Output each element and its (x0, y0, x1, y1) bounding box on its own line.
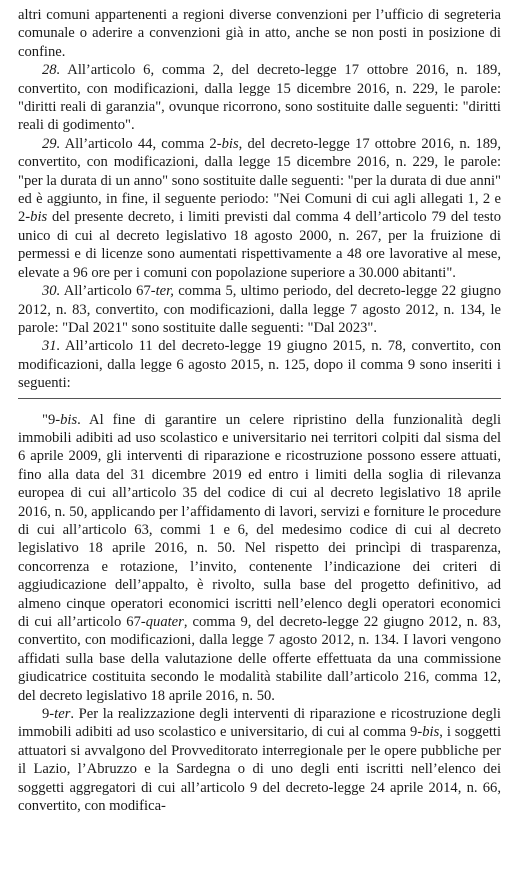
italic-term: bis (30, 209, 48, 226)
italic-term: ter, (155, 283, 174, 300)
paragraph-number: 29. (42, 135, 61, 152)
paragraph-text: All’articolo 6, comma 2, del decreto-legge 17 ottobre 2016, n. 189, convertito, con modificazioni, dalla legge 15 dicembre 2016, n. 229, le parole: "diritti reali di garanzia", ovunque ricorrono, sono sostituite dalle seguenti: "diritti reali di godimento". (18, 62, 501, 134)
italic-term: bis (60, 411, 78, 428)
document-page (18, 6, 501, 815)
paragraph-text: altri comuni appartenenti a regioni diverse convenzioni per l’ufficio di segreteria comunale o aderire a convenzioni già in atto, anche se non posti in posizione di confine. (18, 7, 501, 60)
paragraph-30 (18, 282, 501, 337)
italic-term: quater (145, 614, 184, 630)
paragraph-continuation (18, 6, 501, 61)
paragraph-number: 30. (42, 283, 61, 300)
paragraph-text: . Al fine di garantire un celere ripristino della funzionalità degli immobili adibiti ad uso scolastico e universitario nei territori colpiti dal sisma del 6 aprile 2009, gli interventi di riparazione e ricostruzione possono essere attuati, fino alla data del 31 dicembre 2019 ed entro i limiti della soglia di rilevanza europea di cui all’articolo 35 del codice di cui al decreto legislativo 18 aprile 2016, n. 50, applicando per l’affidamento di lavori, servizi e forniture le procedure di cui all’articolo 63, commi 1 e 6, del medesimo codice di cui al decreto legislativo 18 aprile 2016, n. 50. Nel rispetto dei princìpi di trasparenza, concorrenza e rotazione, l’invito, contenente l’indicazione dei criteri di aggiudicazione dell’appalto, è rivolto, sulla base del progetto definitivo, ad almeno cinque operatori economici iscritti nell’elenco degli operatori economici di cui all’articolo 67- (18, 411, 501, 630)
paragraph-number: 28. (42, 62, 61, 79)
comma-label: 9- (42, 706, 55, 723)
paragraph-number: 31. (42, 338, 61, 355)
italic-term: ter (54, 706, 71, 723)
comma-label: "9- (42, 411, 61, 428)
quoted-comma-9-bis (18, 411, 501, 706)
paragraph-text: All’articolo 11 del decreto-legge 19 giugno 2015, n. 78, convertito, con modificazioni, dalla legge 6 agosto 2015, n. 125, dopo il comma 9 sono inseriti i seguenti: (18, 338, 501, 392)
paragraph-text: All’articolo 67- (60, 283, 156, 300)
paragraph-text: , comma 9, del decreto-legge 22 giugno 2012, n. 83, convertito, con modificazioni, dalla legge 7 agosto 2012, n. 134. I lavori vengono affidati sulla base della valutazione delle offerte effettuata da una commissione giudicatrice costituita secondo le modalità stabilite dall’articolo 216, comma 12, del decreto legislativo 18 aprile 2016, n. 50. (18, 614, 501, 704)
paragraph-31 (18, 337, 501, 392)
section-divider (18, 398, 501, 399)
paragraph-28 (18, 61, 501, 135)
italic-term: bis (221, 135, 239, 152)
paragraph-text: comma 5, ultimo periodo, del decreto-legge 22 giugno 2012, n. 83, convertito, con modificazioni, dalla legge 7 agosto 2012, n. 134, le parole: "Dal 2021" sono sostituite dalle seguenti: "Dal 2023". (18, 283, 502, 336)
paragraph-29 (18, 135, 501, 282)
paragraph-text: , i soggetti attuatori si avvalgono del Provveditorato interregionale per le opere pubbliche per il Lazio, l’Abruzzo e la Sardegna o di uno degli enti iscritti nell’elenco dei soggetti aggregatori di cui all’articolo 9 del decreto-legge 24 aprile 2014, n. 66, convertito, con modifica- (18, 724, 501, 815)
paragraph-text: All’articolo 44, comma 2- (60, 135, 222, 152)
quoted-comma-9-ter (18, 705, 501, 815)
paragraph-text: del presente decreto, i limiti previsti dal comma 4 dell’articolo 79 del testo unico di cui al decreto legislativo 18 agosto 2000, n. 267, per la fruizione di permessi e di licenze sono aumentati rispettivamente a 48 ore lavorative al mese, elevate a 96 ore per i comuni con popolazione superiore a 30.000 abitanti". (18, 209, 501, 281)
paragraph-text: , del decreto-legge 17 ottobre 2016, n. 189, convertito, con modificazioni, dalla legge 15 dicembre 2016, n. 229, le parole: "per la durata di un anno" sono sostituite dalle seguenti: "per la durata di due anni" ed è aggiunto, in fine, il seguente periodo: "Nei Comuni di cui agli allegati 1, 2 e 2- (18, 135, 501, 226)
italic-term: bis (422, 724, 440, 741)
paragraph-text: . Per la realizzazione degli interventi di riparazione e ricostruzione degli immobili adibiti ad uso scolastico e universitario, di cui al comma 9- (18, 706, 501, 741)
